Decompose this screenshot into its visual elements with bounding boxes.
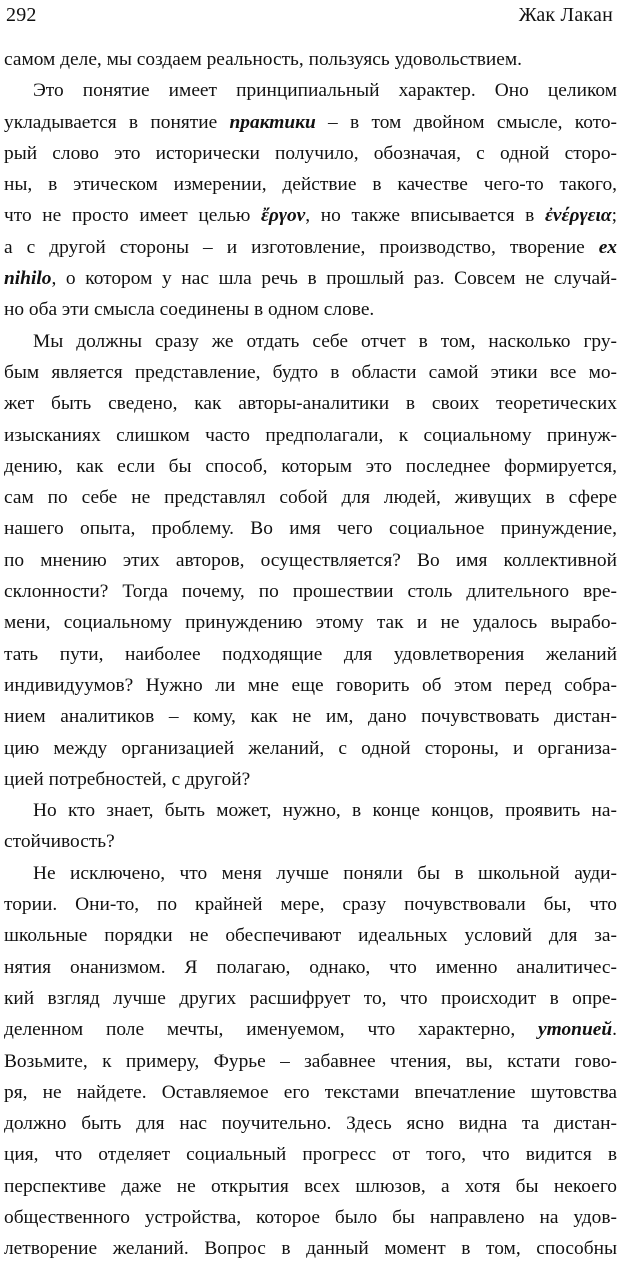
text-line (4, 1077, 617, 1108)
text-line (4, 1014, 617, 1045)
text-segment: дению, как если бы способ, которым это последнее формируется, (4, 455, 617, 477)
text-line (4, 795, 617, 826)
text-segment: летворение желаний. Вопрос в данный момент в том, способны (4, 1238, 617, 1260)
text-segment: Это понятие имеет принципиальный характер. Оно целиком (33, 80, 617, 102)
text-segment: цию между организацией желаний, с одной стороны, и организа- (4, 737, 617, 759)
text-line (4, 107, 617, 138)
text-segment: должно быть для нас поучительно. Здесь ясно видна та дистан- (4, 1113, 617, 1135)
text-line (4, 44, 617, 75)
text-segment: школьные порядки не обеспечивают идеальных условий для за- (4, 925, 617, 947)
text-segment: нашего опыта, проблему. Во имя чего социальное принуждение, (4, 518, 617, 540)
text-line (4, 1171, 617, 1202)
text-line (4, 920, 617, 951)
text-line (4, 607, 617, 638)
text-segment: , но также вписывается в (305, 205, 545, 227)
text-line (4, 513, 617, 544)
text-segment: мени, социальному принуждению этому так и не удалось вырабо- (4, 612, 617, 634)
text-segment: Возьмите, к примеру, Фурье – забавнее чтения, вы, кстати гово- (4, 1050, 617, 1072)
italic-term: ex (598, 236, 617, 258)
text-segment: тории. Они-то, по крайней мере, сразу почувствовали бы, что (4, 894, 617, 916)
text-segment: ция, что отделяет социальный прогресс от того, что видится в (4, 1144, 617, 1166)
page-number: 292 (6, 4, 37, 26)
text-line (4, 670, 617, 701)
text-line (4, 169, 617, 200)
text-segment: ны, в этическом измерении, действие в качестве чего-то такого, (4, 174, 617, 196)
text-line (4, 733, 617, 764)
text-line (4, 232, 617, 263)
text-line (4, 701, 617, 732)
text-line (4, 1046, 617, 1077)
text-segment: . (612, 1019, 617, 1041)
italic-term: практики (229, 111, 316, 133)
text-segment: что не просто имеет целью (4, 205, 261, 227)
text-line (4, 889, 617, 920)
italic-term: утопией (538, 1019, 613, 1041)
text-segment: склонности? Тогда почему, по прошествии столь длительного вре- (4, 581, 617, 603)
text-line (4, 1233, 617, 1264)
page-body (4, 44, 617, 1265)
text-segment: деленном поле мечты, именуемом, что характерно, (4, 1019, 539, 1041)
italic-term: ἔργον (260, 205, 306, 227)
text-line (4, 200, 617, 231)
text-segment: нятия онанизмом. Я полагаю, однако, что именно аналитичес- (4, 956, 617, 978)
italic-term: nihilo (4, 268, 52, 290)
text-line (4, 826, 617, 857)
text-line (4, 138, 617, 169)
page-header (4, 4, 617, 44)
text-segment: Но кто знает, быть может, нужно, в конце концов, проявить на- (33, 800, 617, 822)
text-line (4, 545, 617, 576)
text-line (4, 576, 617, 607)
text-segment: индивидуумов? Нужно ли мне еще говорить об этом перед собра- (4, 674, 617, 696)
text-segment: сам по себе не представлял собой для людей, живущих в сфере (4, 487, 617, 509)
text-line (4, 983, 617, 1014)
text-segment: по мнению этих авторов, осуществляется? Во имя коллективной (4, 549, 617, 571)
text-segment: Мы должны сразу же отдать себе отчет в том, насколько гру- (33, 330, 617, 352)
text-segment: Не исключено, что меня лучше поняли бы в школьной ауди- (33, 862, 617, 884)
text-segment: тать пути, наиболее подходящие для удовлетворения желаний (4, 643, 617, 665)
text-segment: рый слово это исторически получило, обозначая, с одной сторо- (4, 142, 617, 164)
text-line (4, 639, 617, 670)
text-segment: кий взгляд лучше других расшифрует то, что происходит в опре- (4, 987, 617, 1009)
text-line (4, 420, 617, 451)
text-segment: нием аналитиков – кому, как не им, дано почувствовать дистан- (4, 706, 617, 728)
text-segment: общественного устройства, которое было бы направлено на удов- (4, 1206, 617, 1228)
text-line (4, 482, 617, 513)
text-line (4, 1202, 617, 1233)
text-segment: изысканиях слишком часто предполагали, к социальному принуж- (4, 424, 617, 446)
running-title: Жак Лакан (518, 4, 613, 26)
text-segment: самом деле, мы создаем реальность, пользуясь удовольствием. (4, 49, 522, 70)
text-line (4, 952, 617, 983)
text-line (4, 858, 617, 889)
text-segment: ря, не найдете. Оставляемое его текстами впечатление шутовства (4, 1081, 617, 1103)
text-segment: жет быть сведено, как авторы-аналитики в своих теоретических (4, 393, 617, 415)
text-segment: цией потребностей, с другой? (4, 768, 251, 790)
text-line (4, 764, 617, 795)
text-line (4, 1139, 617, 1170)
text-line (4, 75, 617, 106)
text-line (4, 451, 617, 482)
text-segment: , о котором у нас шла речь в прошлый раз. Совсем не случай- (51, 268, 617, 290)
text-line (4, 357, 617, 388)
text-segment: ; (611, 205, 617, 227)
text-segment: но оба эти смысла соединены в одном слове. (4, 299, 375, 321)
text-segment: укладывается в понятие (4, 111, 230, 133)
text-segment: перспективе даже не открытия всех шлюзов, а хотя бы некоего (4, 1175, 617, 1197)
text-line (4, 263, 617, 294)
text-segment: бым является представление, будто в области самой этики все мо- (4, 361, 617, 383)
italic-term: ἐνέργεια (544, 205, 612, 227)
text-segment: – в том двойном смысле, кото- (315, 111, 618, 133)
text-segment: а с другой стороны – и изготовление, производство, творение (4, 236, 599, 258)
text-line (4, 1108, 617, 1139)
text-line (4, 388, 617, 419)
text-segment: стойчивость? (4, 831, 115, 853)
text-line (4, 294, 617, 325)
text-line (4, 326, 617, 357)
